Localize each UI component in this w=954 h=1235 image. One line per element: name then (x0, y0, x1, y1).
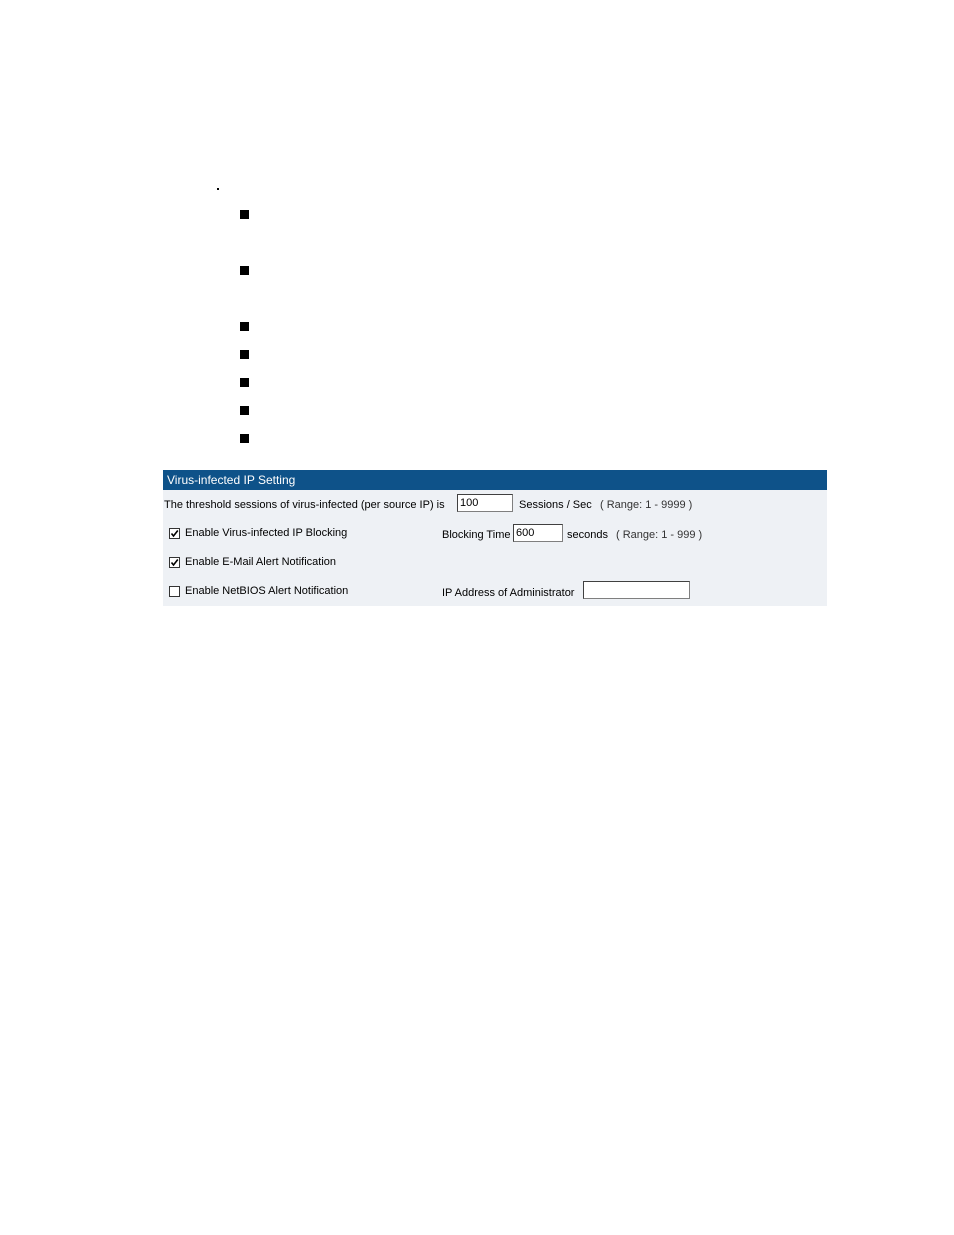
bullet-square-icon (240, 378, 249, 387)
bullet-square-icon (240, 322, 249, 331)
email-alert-checkbox[interactable] (169, 557, 180, 568)
bullet-square-icon (240, 350, 249, 359)
admin-ip-input[interactable] (583, 581, 690, 599)
netbios-alert-label: Enable NetBIOS Alert Notification (185, 585, 349, 597)
threshold-unit: Sessions / Sec (519, 499, 592, 511)
blocking-checkbox[interactable] (169, 528, 180, 539)
admin-ip-label: IP Address of Administrator (442, 587, 575, 599)
panel-title: Virus-infected IP Setting (163, 470, 827, 490)
blocking-time-unit: seconds (567, 529, 608, 541)
checkmark-icon (170, 558, 179, 567)
stray-dot (217, 188, 219, 190)
bullet-square-icon (240, 266, 249, 275)
bullet-square-icon (240, 406, 249, 415)
virus-infected-ip-setting-panel (163, 470, 827, 606)
threshold-input[interactable] (457, 494, 513, 512)
blocking-label: Enable Virus-infected IP Blocking (185, 527, 348, 539)
threshold-label: The threshold sessions of virus-infected (per source IP) is (164, 499, 445, 511)
bullet-square-icon (240, 210, 249, 219)
blocking-time-label: Blocking Time (442, 529, 511, 541)
email-alert-label: Enable E-Mail Alert Notification (185, 556, 337, 568)
bullet-square-icon (240, 434, 249, 443)
blocking-time-range: ( Range: 1 - 999 ) (616, 529, 703, 541)
checkmark-icon (170, 529, 179, 538)
blocking-time-input[interactable] (513, 524, 563, 542)
threshold-range: ( Range: 1 - 9999 ) (600, 499, 693, 511)
netbios-alert-checkbox[interactable] (169, 586, 180, 597)
